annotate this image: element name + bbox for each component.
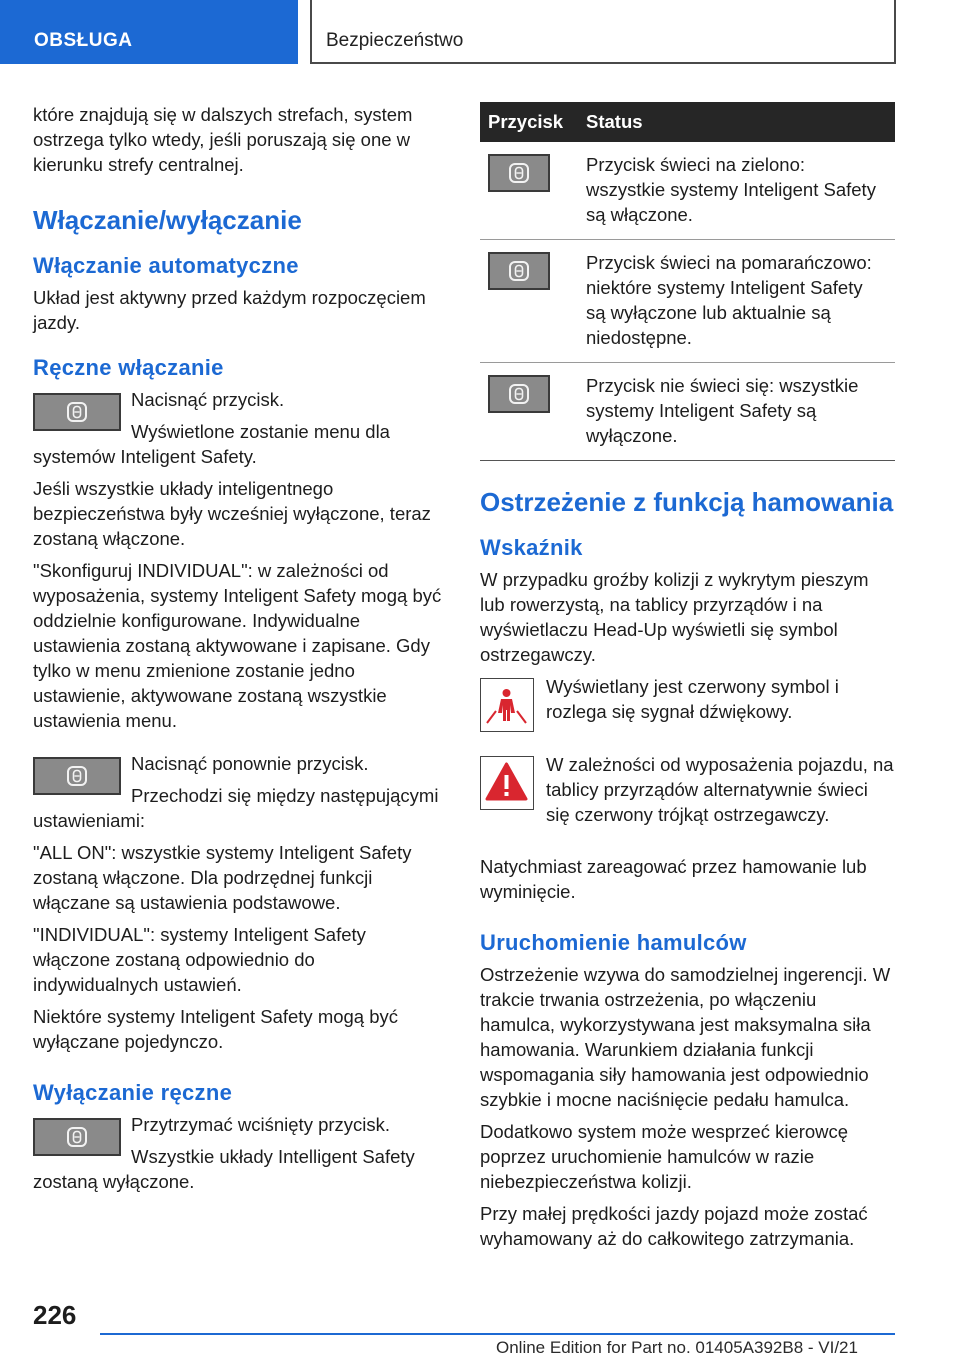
safety-button-icon xyxy=(33,1118,121,1156)
status-cell: Przycisk nie świeci się: wszystkie systemy Inteligent Safety są wyłączone. xyxy=(578,363,895,461)
warning-triangle-icon xyxy=(480,756,534,810)
safety-button-icon xyxy=(33,757,121,795)
manual-on-result: Wyświetlone zostanie menu dla systemów Inteligent Safety. xyxy=(33,421,390,467)
brake-paragraph-1: Ostrzeżenie wzywa do samodzielnej ingerencji. W trakcie trwania ostrzeżenia, po włączeniu hamulca, wykorzystywana jest maksymalna siła hamowania. Warunkiem działania funkcji wspomagania siły hamowania jest odpowiednio szybkie i mocne naciśnięcie pedału hamulca. xyxy=(480,964,891,1110)
page-number: 226 xyxy=(33,1300,77,1330)
heading-warning-braking: Ostrzeżenie z funkcją hamowania xyxy=(480,487,894,517)
red-symbol-text: Wyświetlany jest czerwony symbol i rozlega się sygnał dźwiękowy. xyxy=(546,676,839,722)
header-section-label: OBSŁUGA xyxy=(34,30,133,51)
react-paragraph: Natychmiast zareagować przez hamowanie lub wyminięcie. xyxy=(480,856,867,902)
column-header-button: Przycisk xyxy=(480,102,578,142)
table-row xyxy=(480,363,895,461)
indicator-paragraph: W przypadku groźby kolizji z wykrytym pieszym lub rowerzystą, na tablicy przyrządów i na wyświetlaczu Head-Up wyświetli się symbol ostrzegawczy. xyxy=(480,569,869,665)
individual-paragraph: "INDIVIDUAL": systemy Inteligent Safety włączone zostaną odpowiednio do indywidualnych ustawień. xyxy=(33,924,366,995)
safety-button-icon xyxy=(488,154,550,192)
left-column xyxy=(33,102,445,1201)
footer-divider xyxy=(100,1333,895,1335)
toggles-paragraph: Przechodzi się między następującymi ustawieniami: xyxy=(33,785,439,831)
heading-indicator: Wskaźnik xyxy=(480,535,583,560)
auto-on-paragraph: Układ jest aktywny przed każdym rozpoczęciem jazdy. xyxy=(33,287,426,333)
header-topic-tab xyxy=(310,0,896,64)
manual-off-instruction: Przytrzymać wciśnięty przycisk. xyxy=(131,1114,391,1135)
heading-manual-off: Wyłączanie ręczne xyxy=(33,1080,233,1105)
header-section-tab xyxy=(0,0,298,64)
manual-on-instruction: Nacisnąć przycisk. xyxy=(131,389,285,410)
brake-paragraph-3: Przy małej prędkości jazdy pojazd może zostać wyhamowany aż do całkowitego zatrzymania. xyxy=(480,1203,868,1249)
manual-off-result: Wszystkie układy Intelligent Safety zostaną wyłączone. xyxy=(33,1146,415,1192)
heading-auto-on: Włączanie automatyczne xyxy=(33,253,299,278)
red-symbol-step xyxy=(480,674,895,732)
press-again-instruction: Nacisnąć ponownie przycisk. xyxy=(131,753,369,774)
heading-brake-activation: Uruchomienie hamulców xyxy=(480,930,747,955)
heading-manual-on: Ręczne włączanie xyxy=(33,355,224,380)
pedestrian-warning-icon xyxy=(480,678,534,732)
manual-off-step xyxy=(33,1112,445,1194)
safety-button-icon xyxy=(33,393,121,431)
table-row xyxy=(480,240,895,363)
column-header-status: Status xyxy=(578,102,895,142)
status-cell: Przycisk świeci na zielono: wszystkie systemy Inteligent Safety są włączone. xyxy=(578,142,895,240)
right-column xyxy=(480,102,895,1258)
safety-button-icon xyxy=(488,252,550,290)
table-row xyxy=(480,142,895,240)
header-topic-label: Bezpieczeństwo xyxy=(326,30,464,51)
safety-button-icon xyxy=(488,375,550,413)
brake-paragraph-2: Dodatkowo system może wesprzeć kierowcę poprzez uruchomienie hamulców w razie niebezpieczeństwa kolizji. xyxy=(480,1121,849,1192)
status-table xyxy=(480,102,895,461)
heading-on-off: Włączanie/wyłączanie xyxy=(33,205,302,235)
press-again-step xyxy=(33,751,445,833)
edition-note: Online Edition for Part no. 01405A392B8 - VI/21 xyxy=(496,1338,858,1357)
configure-paragraph: "Skonfiguruj INDIVIDUAL": w zależności od wyposażenia, systemy Inteligent Safety mogą być oddzielnie konfigurowane. Indywidualne ustawienia zostaną aktywowane i zapisane. Gdy tylko w menu zmienione zostanie jedno ustawienie, aktywowane zostaną wszystkie ustawienia menu. xyxy=(33,560,442,731)
manual-on-step xyxy=(33,387,445,469)
all-off-paragraph: Jeśli wszystkie układy inteligentnego bezpieczeństwa były wcześniej wyłączone, teraz zostaną włączone. xyxy=(33,478,431,549)
single-off-paragraph: Niektóre systemy Inteligent Safety mogą być wyłączane pojedynczo. xyxy=(33,1006,399,1052)
all-on-paragraph: "ALL ON": wszystkie systemy Inteligent Safety zostaną włączone. Dla podrzędnej funkcji włączane są ustawienia podstawowe. xyxy=(33,842,412,913)
intro-paragraph: które znajdują się w dalszych strefach, system ostrzega tylko wtedy, jeśli poruszają się one w kierunku strefy centralnej. xyxy=(33,104,413,175)
status-table-header xyxy=(480,102,895,142)
red-triangle-step xyxy=(480,752,895,834)
red-triangle-text: W zależności od wyposażenia pojazdu, na tablicy przyrządów alternatywnie świeci się czerwony trójkąt ostrzegawczy. xyxy=(546,754,894,825)
status-cell: Przycisk świeci na pomarańczowo: niektóre systemy Inteligent Safety są wyłączone lub aktualnie są niedostępne. xyxy=(578,240,895,363)
